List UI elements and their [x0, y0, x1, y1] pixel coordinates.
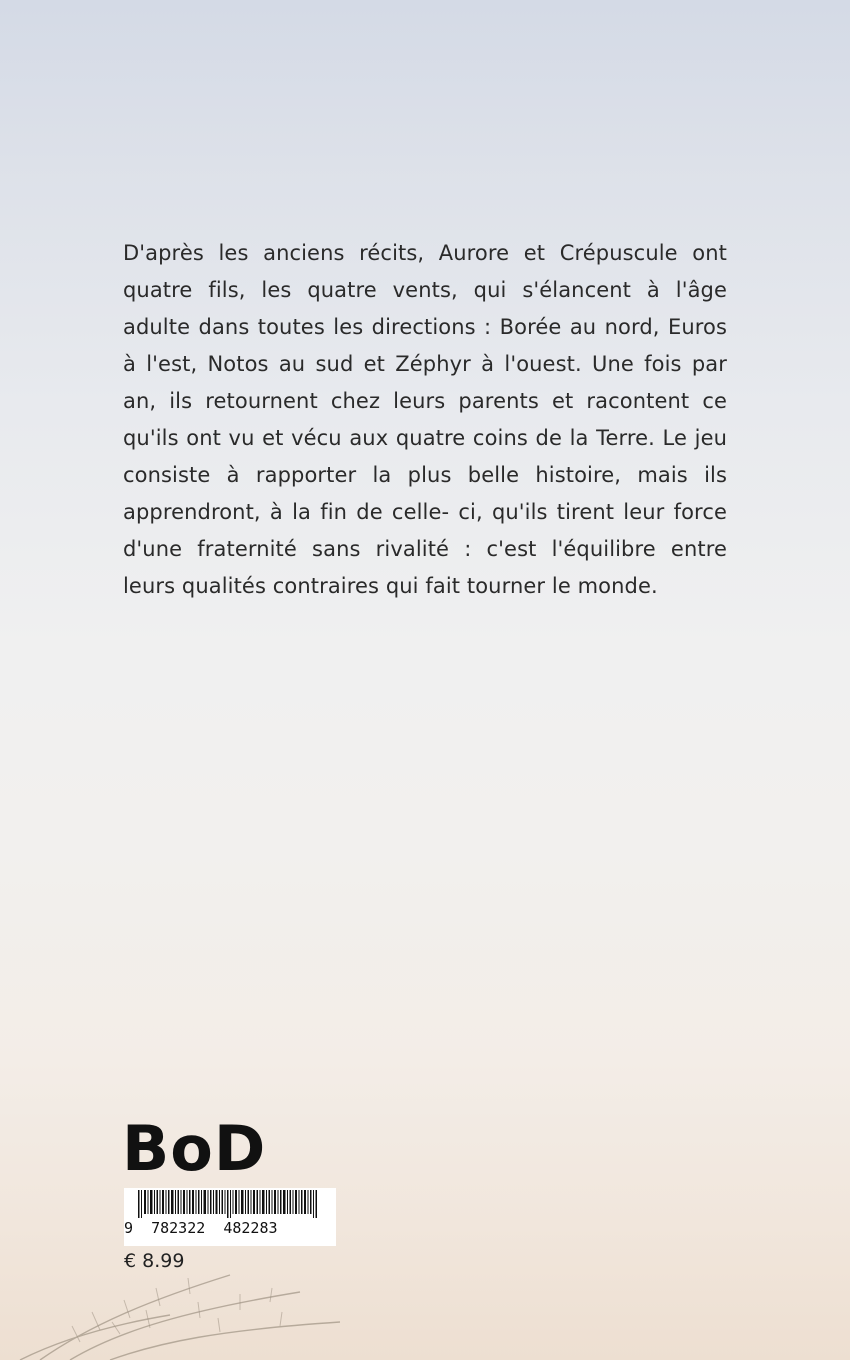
- isbn-number: 9 782322 482283: [124, 1219, 278, 1237]
- price-label: € 8.99: [124, 1250, 185, 1272]
- barcode-bars: [124, 1188, 336, 1218]
- back-cover-blurb: D'après les anciens récits, Aurore et Crépuscule ont quatre fils, les quatre vents, qui s'élancent à l'âge adulte dans toutes les directions : Borée au nord, Euros à l'est, Notos au sud et Zéphyr à l'ouest. Une fois par an, ils retournent chez leurs parents et racontent ce qu'ils ont vu et vécu aux quatre coins de la Terre. Le jeu consiste à rapporter la plus belle histoire, mais ils apprendront, à la fin de celle- ci, qu'ils tirent leur force d'une fraternité sans rivalité : c'est l'équilibre entre leurs qualités contraires qui fait tourner le monde.: [123, 241, 727, 598]
- isbn-barcode: [124, 1188, 336, 1246]
- publisher-logo: BoD: [122, 1112, 267, 1185]
- reed-grass-decoration: [0, 1230, 420, 1360]
